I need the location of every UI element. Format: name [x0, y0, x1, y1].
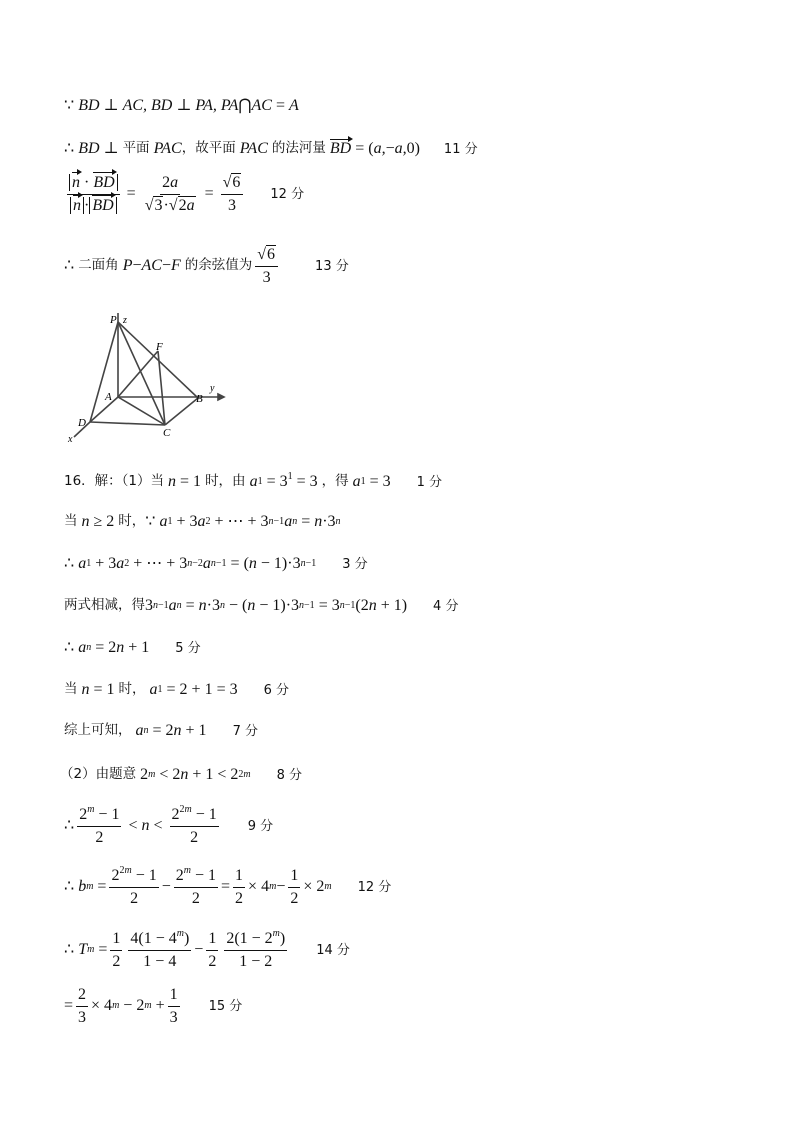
score-q9: 9 分	[247, 818, 274, 834]
label-x: x	[68, 434, 73, 445]
text-part2: （2）由题意	[60, 766, 137, 783]
text-q16: 16．解：（1）当	[64, 473, 165, 490]
line-n-ge-2: 当 n ≥ 2 时， ∵ a 1 + 3 a 2 + ⋯ + 3 n−1 a n = n ·3 n	[64, 513, 341, 530]
line-cos-computation: $\frac{n \cdot BD}{n \cdot BD}$ = $\frac{2a}{√3\cdot√2a}$ = $\frac{√6}{3}$ 12 分	[64, 174, 304, 214]
text-when-n1b: 时，	[118, 681, 146, 698]
line-tm-result: = $\frac{2}{3}$ × 4 m − 2 m + $\frac{1}{3}$ 15 分	[64, 986, 243, 1026]
line-conclude: 综上可知， a n = 2 n + 1 7 分	[64, 722, 258, 739]
score-11: 11 分	[443, 141, 478, 157]
score-p1: 1 分	[416, 474, 443, 490]
label-A: A	[105, 391, 112, 403]
text-normal2: 的法河量	[271, 140, 326, 157]
text-get: ，得	[321, 473, 349, 490]
text-when-n2: 当	[64, 513, 78, 530]
text-subtract: 两式相减，得	[64, 597, 145, 614]
score-p4: 4 分	[433, 598, 459, 614]
line-n-range: ∴ $\frac{2^m - 1}{2}$ < n < $\frac{2^{2m} - 1}{2}$ 9 分	[64, 804, 274, 846]
text-plane: 平面	[122, 140, 150, 157]
line-an-formula: ∴ a n = 2 n + 1 5 分	[64, 639, 201, 656]
line-dihedral: ∴ 二面角 P − AC − F 的余弦值为 $\frac{√6}{3}$ 13 分	[64, 246, 349, 286]
label-B: B	[196, 393, 203, 405]
score-q15: 15 分	[208, 998, 243, 1014]
score-p3: 3 分	[342, 556, 368, 572]
text-when-n1: 当	[64, 681, 78, 698]
score-12: 12 分	[270, 186, 305, 202]
line-shifted-sum: ∴ a 1 + 3 a 2 + ⋯ + 3 n−2 a n−1 = ( n − 1)·3 n−1 3 分	[64, 555, 368, 572]
text-when-n2b: 时，	[118, 513, 146, 530]
line-bd-perp: ∵ BD ⊥ AC, BD ⊥ PA, PA ⋂ AC = A	[64, 97, 299, 114]
score-q12: 12 分	[357, 879, 392, 895]
label-D: D	[78, 417, 86, 429]
score-13: 13 分	[315, 258, 349, 274]
line-subtract: 两式相减，得 3 n−1 a n = n ·3 n − ( n − 1)·3 n−1 = 3 n−1 (2 n + 1) 4 分	[64, 597, 459, 614]
line-part2: （2）由题意 2 m < 2 n + 1 < 2 2m 8 分	[60, 766, 303, 783]
label-F: F	[156, 341, 163, 353]
line-tm: ∴ T m = $\frac{1}{2}$ $\frac{4(1 - 4^m)}{1 - 4}$ − $\frac{1}{2}$ $\frac{2(1 - 2^m)}{1 - 2}$ 14 分	[64, 928, 350, 970]
score-p7: 7 分	[232, 723, 258, 739]
text-conclude: 综上可知，	[64, 722, 132, 739]
score-p6: 6 分	[263, 682, 290, 698]
score-q8: 8 分	[276, 767, 303, 783]
label-P: P	[110, 314, 117, 326]
line-check-n1: 当 n = 1 时， a 1 = 2 + 1 = 3 6 分	[64, 681, 290, 698]
geometry-figure	[60, 305, 230, 445]
label-z: z	[123, 315, 127, 326]
label-y: y	[210, 383, 215, 394]
text-cos: 的余弦值为	[184, 257, 253, 274]
text-dihedral: 二面角	[78, 257, 119, 274]
label-C: C	[163, 427, 171, 439]
score-p5: 5 分	[175, 640, 201, 656]
score-q14: 14 分	[316, 942, 350, 958]
line-bm: ∴ b m = $\frac{2^{2m} - 1}{2}$ − $\frac{2^m - 1}{2}$ = $\frac{1}{2}$ × 4 m − $\frac{1}{2}$ × 2 m 12 分	[64, 865, 392, 907]
text-normal: ，故平面	[181, 140, 236, 157]
text-when: 时，由	[205, 473, 246, 490]
line-q16-start: 16．解：（1）当 n = 1 时，由 a 1 = $3^1 = 3$ ，得 a 1 = 3 1 分	[64, 471, 443, 490]
line-normal-vector: ∴ BD ⊥ 平面 PAC ，故平面 PAC 的法河量 BD = ( a, − a, 0) 11 分	[64, 140, 478, 157]
